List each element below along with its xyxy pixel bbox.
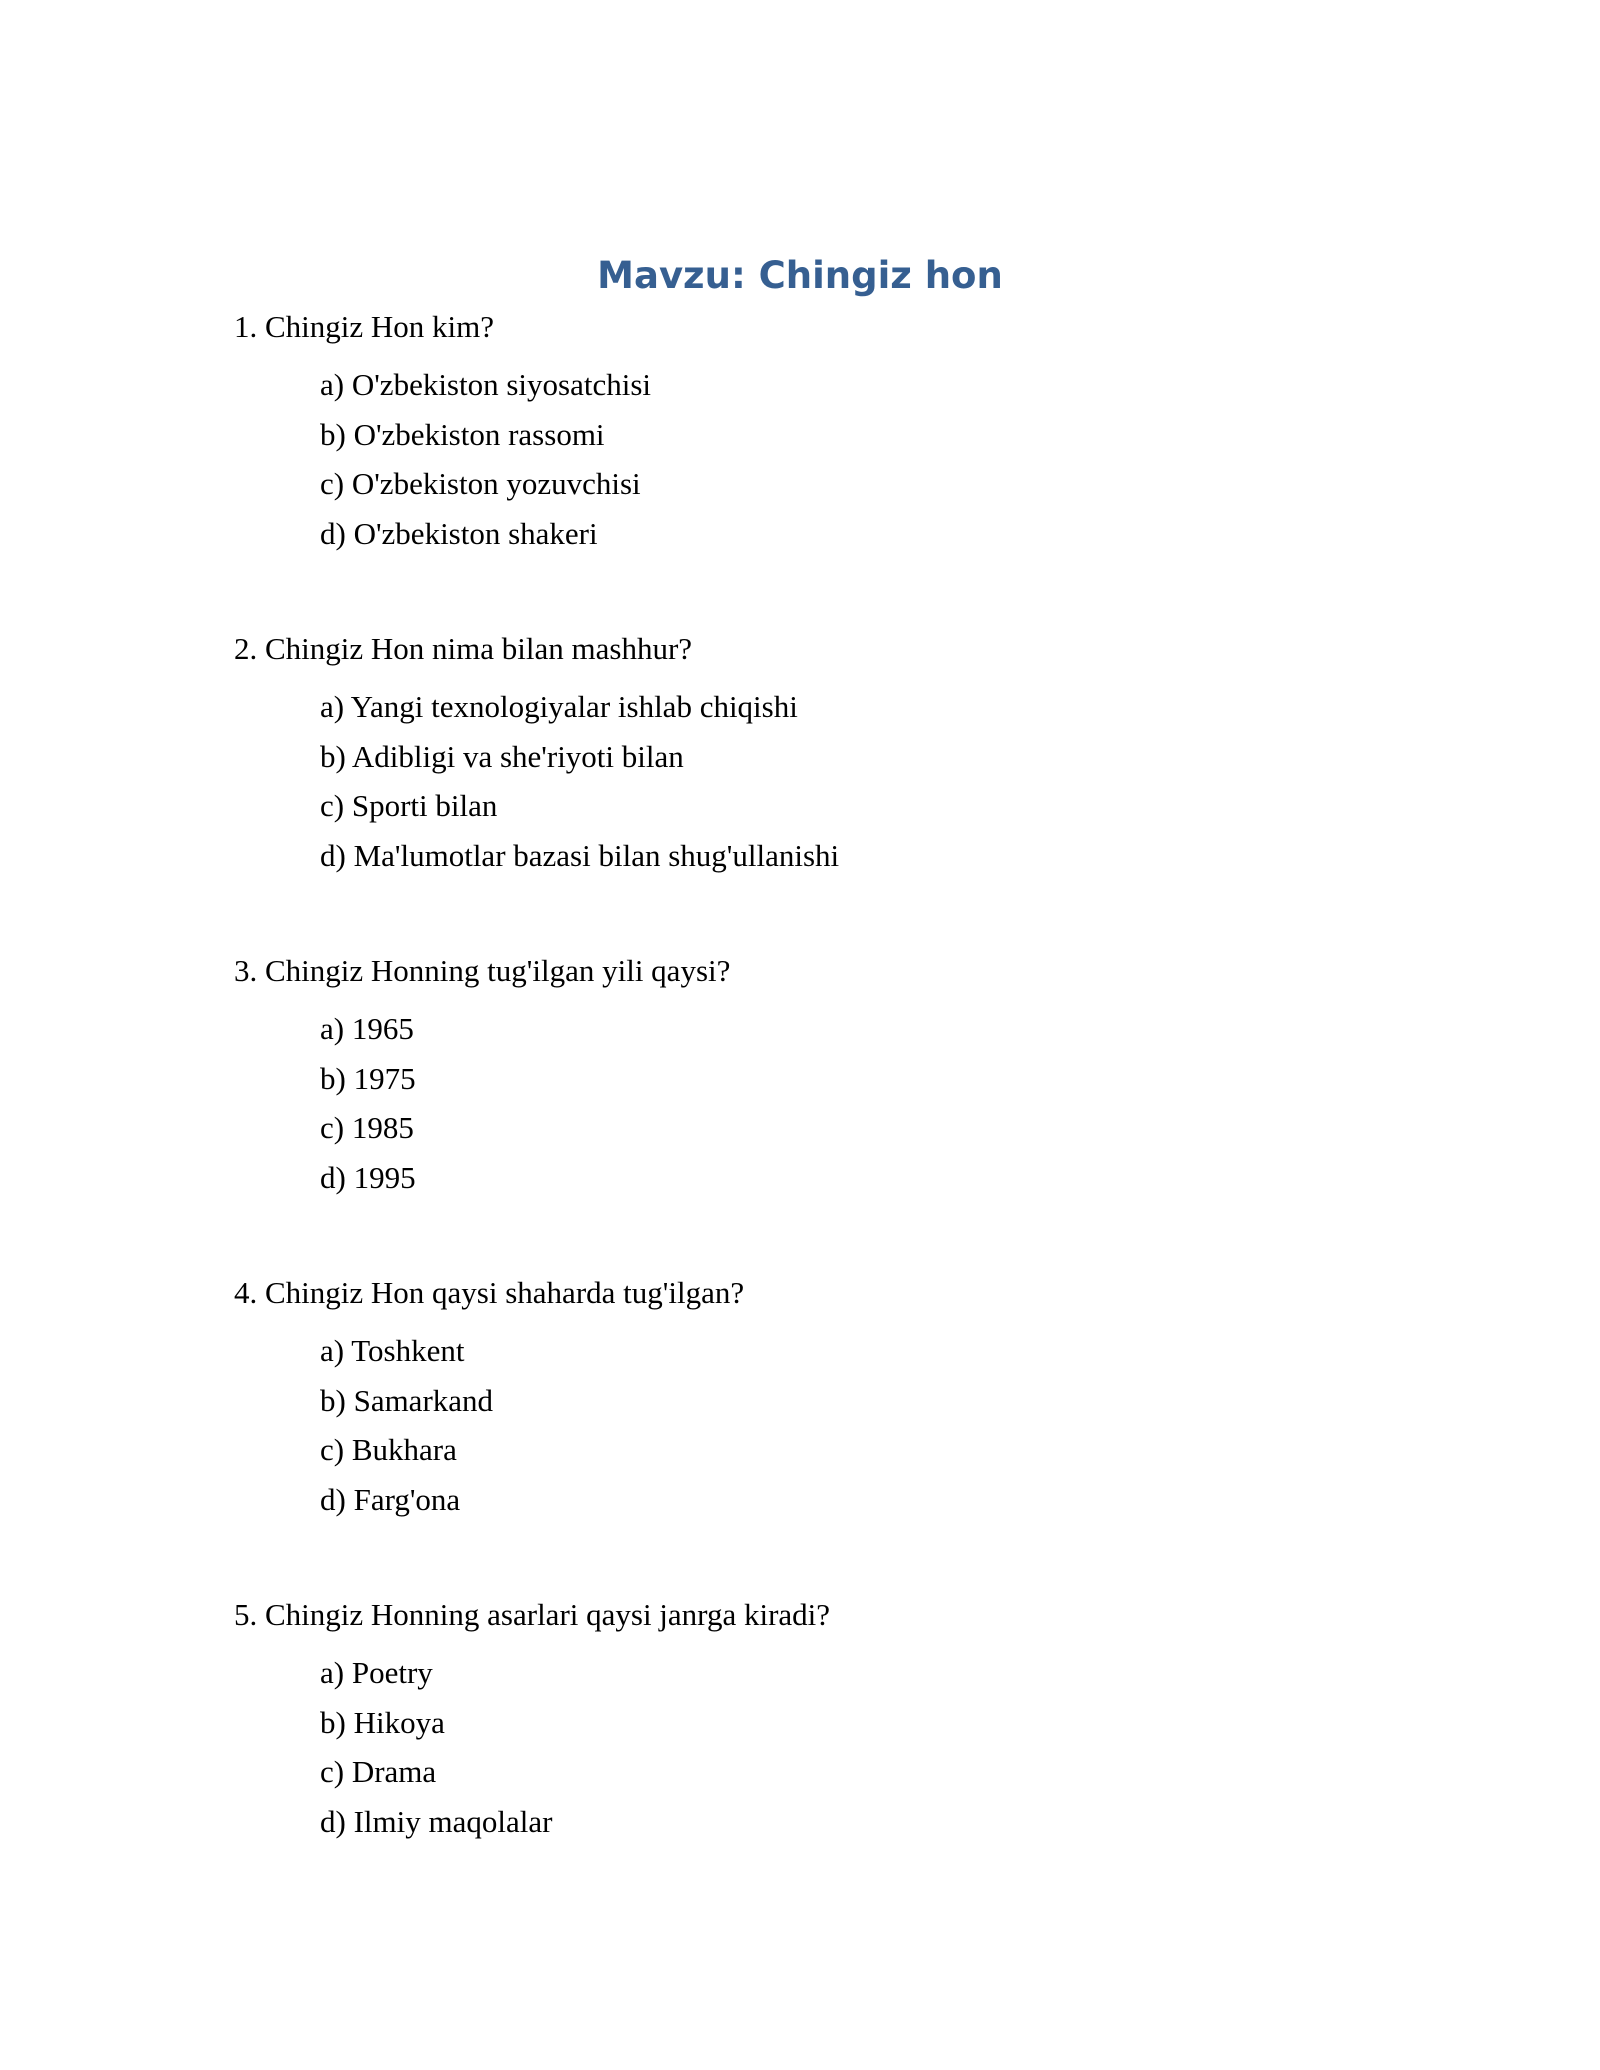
option-a: a) Poetry [320,1655,433,1690]
question-text: 1. Chingiz Hon kim? [234,309,495,344]
option-b: b) Adibligi va she'riyoti bilan [320,738,684,774]
option-d: d) O'zbekiston shakeri [320,515,598,551]
question-text: 2. Chingiz Hon nima bilan mashhur? [234,631,693,666]
page-title: Mavzu: Chingiz hon [597,254,1003,297]
option-list [234,1004,1434,1202]
question-block-1 [234,303,1434,625]
option-list [234,360,1434,558]
option-d: d) 1995 [320,1159,416,1195]
option-a: a) O'zbekiston siyosatchisi [320,367,652,402]
option-b: b) 1975 [320,1060,416,1096]
question-block-4 [234,1269,1434,1591]
option-list [234,1326,1434,1524]
option-b: b) O'zbekiston rassomi [320,416,605,452]
question-text: 3. Chingiz Honning tug'ilgan yili qaysi? [234,953,731,988]
question-text: 5. Chingiz Honning asarlari qaysi janrga kiradi? [234,1597,831,1632]
option-a: a) 1965 [320,1011,414,1046]
option-c: c) Bukhara [320,1432,457,1467]
option-c: c) O'zbekiston yozuvchisi [320,466,641,501]
question-block-5 [234,1591,1434,1913]
question-text: 4. Chingiz Hon qaysi shaharda tug'ilgan? [234,1275,745,1310]
option-c: c) Drama [320,1754,437,1789]
option-c: c) Sporti bilan [320,788,498,823]
option-list [234,682,1434,880]
option-a: a) Toshkent [320,1333,465,1368]
option-list [234,1648,1434,1846]
question-block-3 [234,947,1434,1269]
option-b: b) Samarkand [320,1382,494,1418]
option-d: d) Farg'ona [320,1481,461,1517]
option-a: a) Yangi texnologiyalar ishlab chiqishi [320,689,798,724]
question-block-2 [234,625,1434,947]
question-list [234,303,1434,1913]
option-d: d) Ma'lumotlar bazasi bilan shug'ullanishi [320,837,840,873]
option-c: c) 1985 [320,1110,414,1145]
option-b: b) Hikoya [320,1704,445,1740]
option-d: d) Ilmiy maqolalar [320,1803,553,1839]
